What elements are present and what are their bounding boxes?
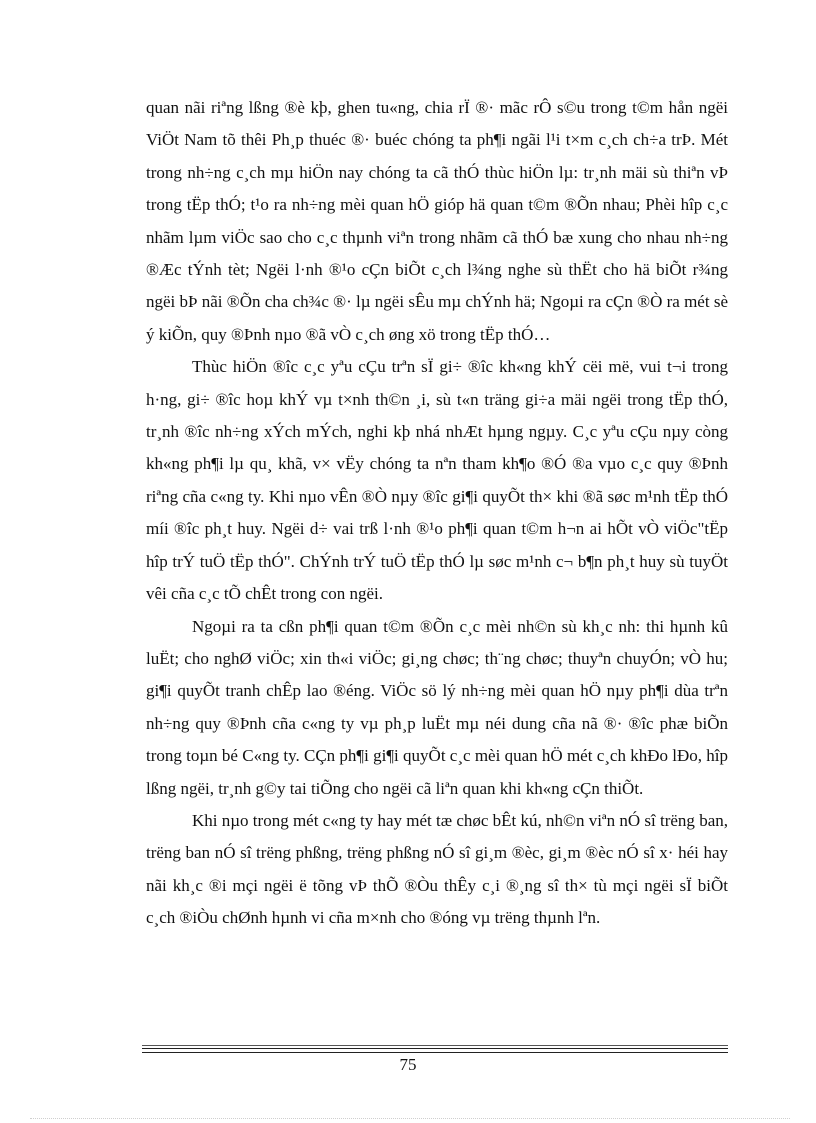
- paragraph-2: Thùc hiÖn ®îc c¸c yªu cÇu trªn sÏ gi÷ ®îc kh«ng khÝ cëi më, vui t¬i trong h·ng, gi÷ ®îc hoµ khÝ vµ t×nh th©n ¸i, sù t«n träng gi÷a mäi ngëi trong tËp thÓ, tr¸nh ®îc nh÷ng xÝch mÝch, nghi kþ nhá nhÆt hµng ngµy. C¸c yªu cÇu nµy còng kh«ng ph¶i lµ qu¸ khã, v× vËy chóng ta nªn tham kh¶o ®Ó ®a vµo c¸c quy ®Þnh riªng cña c«ng ty. Khi nµo vÊn ®Ò nµy ®îc gi¶i quyÕt th× khi ®ã søc m¹nh tËp thÓ míi ®îc ph¸t huy. Ngëi d÷ vai trß l·nh ®¹o ph¶i quan t©m h¬n ai hÕt vÒ viÖc"tËp hîp trÝ tuÖ tËp thÓ". ChÝnh trÝ tuÖ tËp thÓ lµ søc m¹nh c¬ b¶n ph¸t huy sù tuyÖt vêi cña c¸c tÕ chÊt trong con ngëi.: [146, 357, 728, 604]
- paragraph-1: quan nãi riªng lßng ®è kþ, ghen tu«ng, chia rÏ ®· mãc rÔ s©u trong t©m hån ngëi ViÖt Nam tõ thêi Ph¸p thuéc ®· buéc chóng ta ph¶i ngãi l¹i t×m c¸ch ch÷a trÞ. Mét trong nh÷ng c¸ch mµ hiÖn nay chóng ta cã thÓ thùc hiÖn lµ: tr¸nh mäi sù thiªn vÞ trong tËp thÓ; t¹o ra nh÷ng mèi quan hÖ gióp hä quan t©m ®Õn nhau; Phèi hîp c¸c nhãm lµm viÖc sao cho c¸c thµnh viªn trong nhãm cã thÓ bæ xung cho nhau nh÷ng ®Æc tÝnh tèt; Ngëi l·nh ®¹o cÇn biÕt c¸ch l¾ng nghe sù thËt cho hä biÕt r¾ng ngëi bÞ nãi ®Õn cha ch¾c ®· lµ ngëi sÊu mµ chÝnh hä; Ngoµi ra cÇn ®Ò ra mét sè ý kiÕn, quy ®Þnh nµo ®ã vÒ c¸ch øng xö trong tËp thÓ…: [146, 98, 728, 344]
- paragraph-4: Khi nµo trong mét c«ng ty hay mét tæ chøc bÊt kú, nh©n viªn nÓ sî trëng ban, trëng ban nÓ sî trëng phßng, trëng phßng nÓ sî gi¸m ®èc, gi¸m ®èc nÓ sî x· héi hay nãi kh¸c ®i mçi ngëi ë tõng vÞ thÕ ®Òu thÊy c¸i ®¸ng sî th× tù mçi ngëi sÏ biÕt c¸ch ®iÒu chØnh hµnh vi cña m×nh cho ®óng vµ trëng thµnh lªn.: [146, 810, 728, 928]
- page-number: 75: [399, 1055, 417, 1074]
- page-edge-line: [30, 1118, 790, 1119]
- footer-divider: [142, 1048, 728, 1053]
- paragraph-3: Ngoµi ra ta cßn ph¶i quan t©m ®Õn c¸c mèi nh©n sù kh¸c nh: thi hµnh kû luËt; cho nghØ viÖc; xin th«i viÖc; gi¸ng chøc; th¨ng chøc; thuyªn chuyÓn; vÒ hu; gi¶i quyÕt tranh chÊp lao ®éng. ViÖc sö lý nh÷ng mèi quan hÖ nµy ph¶i dùa trªn nh÷ng quy ®Þnh cña c«ng ty vµ ph¸p luËt mµ néi dung cña nã ®· ®îc phæ biÕn trong toµn bé C«ng ty. CÇn ph¶i gi¶i quyÕt c¸c mèi quan hÖ mét c¸ch khÐo lÐo, hîp lßng ngëi, tr¸nh g©y tai tiÕng cho ngëi cã liªn quan khi kh«ng cÇn thiÕt.: [146, 616, 728, 798]
- footer-divider-top: [142, 1045, 728, 1046]
- body-text: [146, 92, 728, 935]
